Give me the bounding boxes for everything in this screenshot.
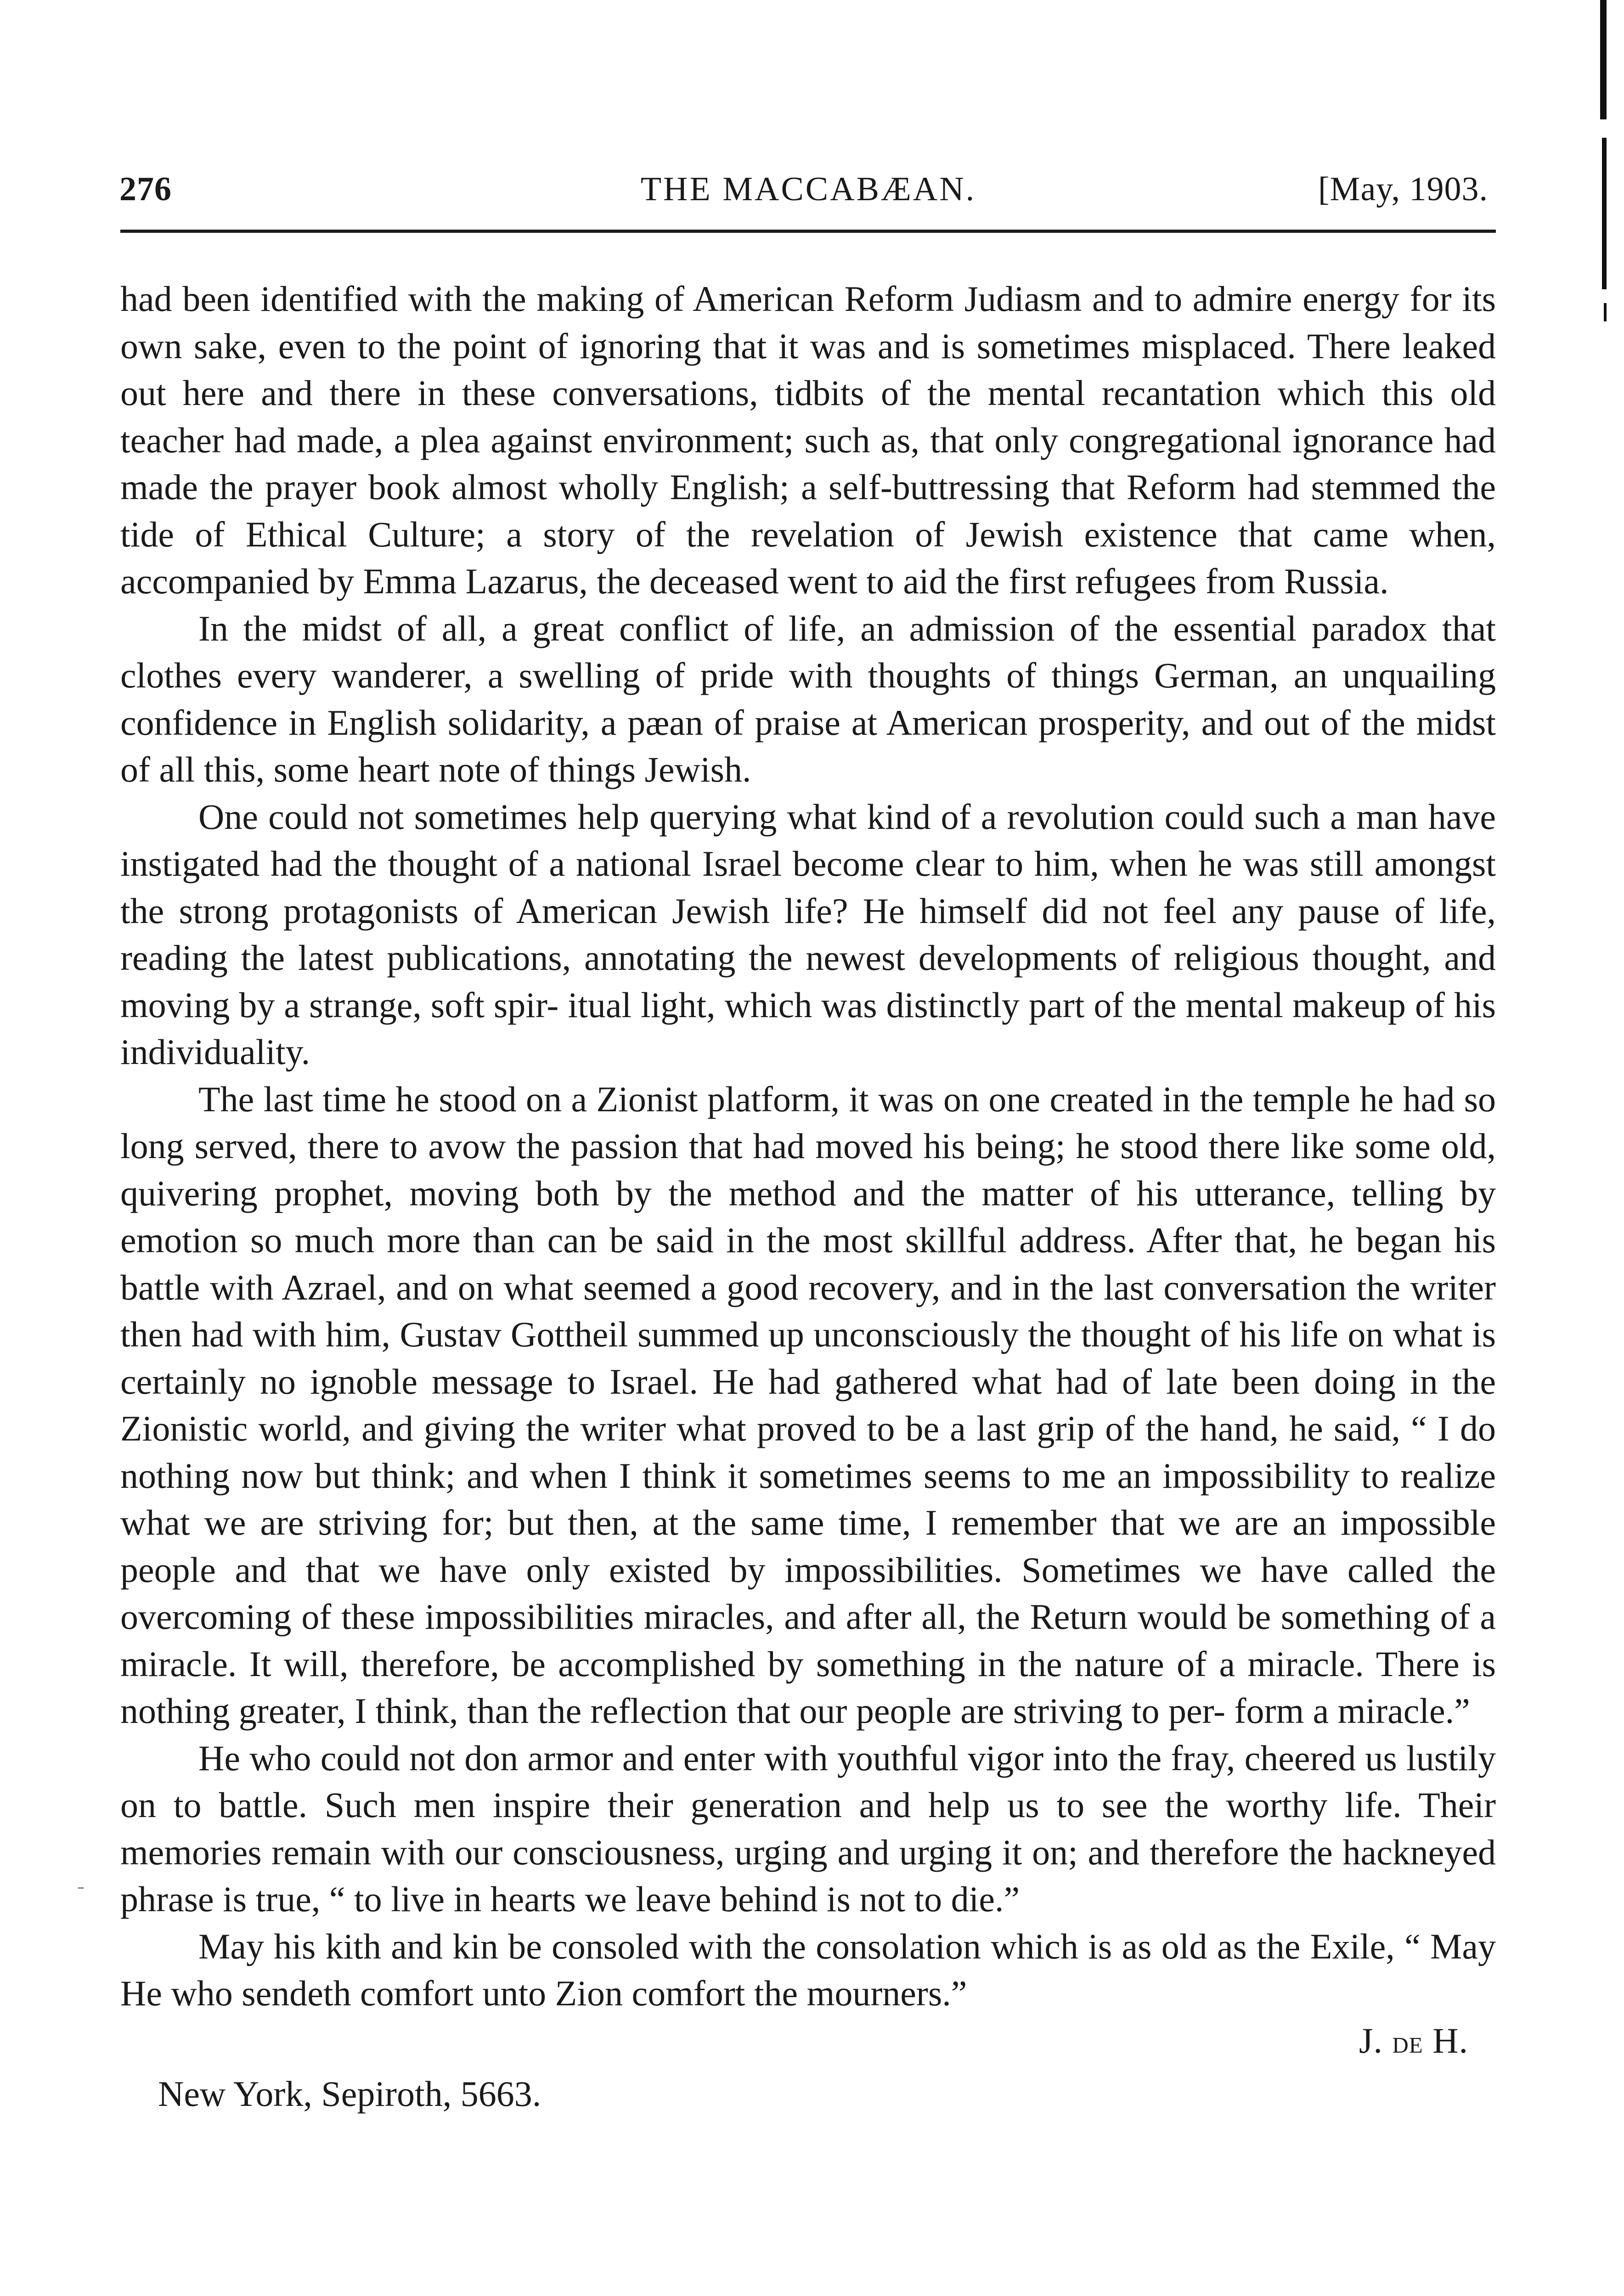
text-line: himself did not feel any pause of life, reading the latest publications, annotating xyxy=(120,890,1496,978)
text-line: behind is not to die.” xyxy=(720,1879,1020,1919)
text-line: the most skillful address. After that, he began his battle with Azrael, and on what xyxy=(120,1220,1496,1307)
text-line: same time, I remember that we are an impossible people and that we have only xyxy=(120,1503,1496,1590)
text-line: mental recantation which this old teacher had made, a plea against environment; xyxy=(120,373,1496,460)
text-line: seems to me an impossibility to realize what we are striving for; but then, at the xyxy=(120,1455,1496,1542)
text-line: such as, that only congregational ignorance had made the prayer book almost xyxy=(120,420,1496,507)
text-line: certainly no ignoble message to Israel. He had gathered what had of late been xyxy=(120,1361,1300,1401)
text-line: In the midst of all, a great conflict of life, an admission of the essential paradox xyxy=(198,608,1427,648)
text-line: misplaced. There leaked out here and there in these conversations, tidbits of the xyxy=(120,326,1496,413)
text-line: temple he had so long served, there to avow the passion that had moved his being; xyxy=(120,1079,1496,1166)
page-number: 276 xyxy=(119,170,172,208)
text-line: It will, therefore, be accomplished by something in the nature of a miracle. There xyxy=(249,1643,1460,1684)
scan-speck xyxy=(78,1887,84,1889)
text-line: urging it on; and therefore the hackneyed phrase is true, “ to live in hearts we leave xyxy=(120,1832,1496,1919)
paragraph xyxy=(120,1076,1496,1735)
paragraph xyxy=(120,1923,1496,2017)
running-header xyxy=(119,165,1497,216)
header-rule xyxy=(120,230,1496,233)
text-line: He who could not don armor and enter with youthful vigor into the fray, xyxy=(198,1738,1235,1778)
text-line: had been identified with the making of American Reform Judiasm and to admire xyxy=(120,279,1292,319)
text-line: Gustav Gottheil summed up unconsciously the thought of his life on what is xyxy=(400,1314,1496,1354)
signature-initial: J. xyxy=(1359,2020,1383,2060)
paragraph xyxy=(120,1735,1496,1923)
text-line: May his kith and kin be consoled with the consolation which is as old as the xyxy=(198,1926,1301,1966)
text-line: wholly English; a self-buttressing that Reform had stemmed the tide of Ethical xyxy=(120,467,1496,554)
text-line: Culture; a story of the revelation of Jewish existence that came when, accompanied xyxy=(120,514,1496,601)
paragraph xyxy=(120,605,1496,793)
signature-surname: H. xyxy=(1432,2020,1468,2060)
scan-edge-mark xyxy=(1602,138,1607,289)
text-line: itual light, which was distinctly part of the mental makeup of his individuality. xyxy=(120,985,1496,1072)
running-title: THE MACCABÆAN. xyxy=(640,170,976,208)
author-signature xyxy=(120,2017,1496,2066)
text-line: by Emma Lazarus, the deceased went to aid the first refugees from Russia. xyxy=(318,561,1389,601)
place-and-date: New York, Sepiroth, 5663. xyxy=(158,2074,541,2114)
text-line: cheered us lustily on to battle. Such men inspire their generation and help us to see xyxy=(120,1738,1496,1825)
text-line: a man have instigated had the thought of a national Israel become clear to him, xyxy=(120,796,1496,884)
text-line: the matter of his utterance, telling by emotion so much more than can be said in xyxy=(120,1173,1496,1260)
paragraph xyxy=(120,793,1496,1076)
text-line: existed by impossibilities. Sometimes we have called the overcoming of these xyxy=(120,1549,1496,1637)
text-line: of the hand, he said, “ I do nothing now but think; and when I think it sometimes xyxy=(120,1408,1496,1496)
signature-particle: de xyxy=(1392,2024,1423,2060)
text-line: an unquailing confidence in English solidarity, a pæan of praise at American xyxy=(120,655,1496,743)
text-line: when he was still amongst the strong protagonists of American Jewish life? He xyxy=(120,844,1496,931)
text-line: The last time he stood on a Zionist platform, it was on one created in the xyxy=(198,1079,1244,1119)
issue-date: [May, 1903. xyxy=(1318,170,1488,208)
text-line: he stood there like some old, quivering prophet, moving both by the method and xyxy=(120,1126,1496,1213)
text-line: Exile, “ May He who sendeth comfort unto Zion comfort the mourners.” xyxy=(120,1926,1496,2013)
scan-edge-mark xyxy=(1600,0,1607,119)
text-line: is nothing greater, I think, than the reflection that our people are striving to per- xyxy=(120,1643,1496,1731)
text-line: the newest developments of religious thought, and moving by a strange, soft spir- xyxy=(120,938,1496,1025)
article-body xyxy=(120,276,1496,2118)
text-line: prosperity, and out of the midst of all this, some heart note of things Jewish. xyxy=(120,702,1496,789)
text-line: form a miracle.” xyxy=(1234,1691,1470,1731)
text-line: impossibilities miracles, and after all, the Return would be something of a miracle. xyxy=(120,1597,1496,1684)
text-line: energy for its own sake, even to the point of ignoring that it was and is sometimes xyxy=(120,279,1496,366)
text-line: seemed a good recovery, and in the last conversation the writer then had with him, xyxy=(120,1267,1496,1354)
scan-edge-mark xyxy=(1604,303,1607,321)
paragraph xyxy=(120,276,1496,605)
text-line: One could not sometimes help querying what kind of a revolution could such xyxy=(198,796,1320,837)
text-line: the worthy life. Their memories remain with our consciousness, urging and xyxy=(120,1785,1496,1872)
text-line: doing in the Zionistic world, and giving the writer what proved to be a last grip xyxy=(120,1361,1496,1448)
text-line: that clothes every wanderer, a swelling of pride with thoughts of things German, xyxy=(120,608,1496,695)
